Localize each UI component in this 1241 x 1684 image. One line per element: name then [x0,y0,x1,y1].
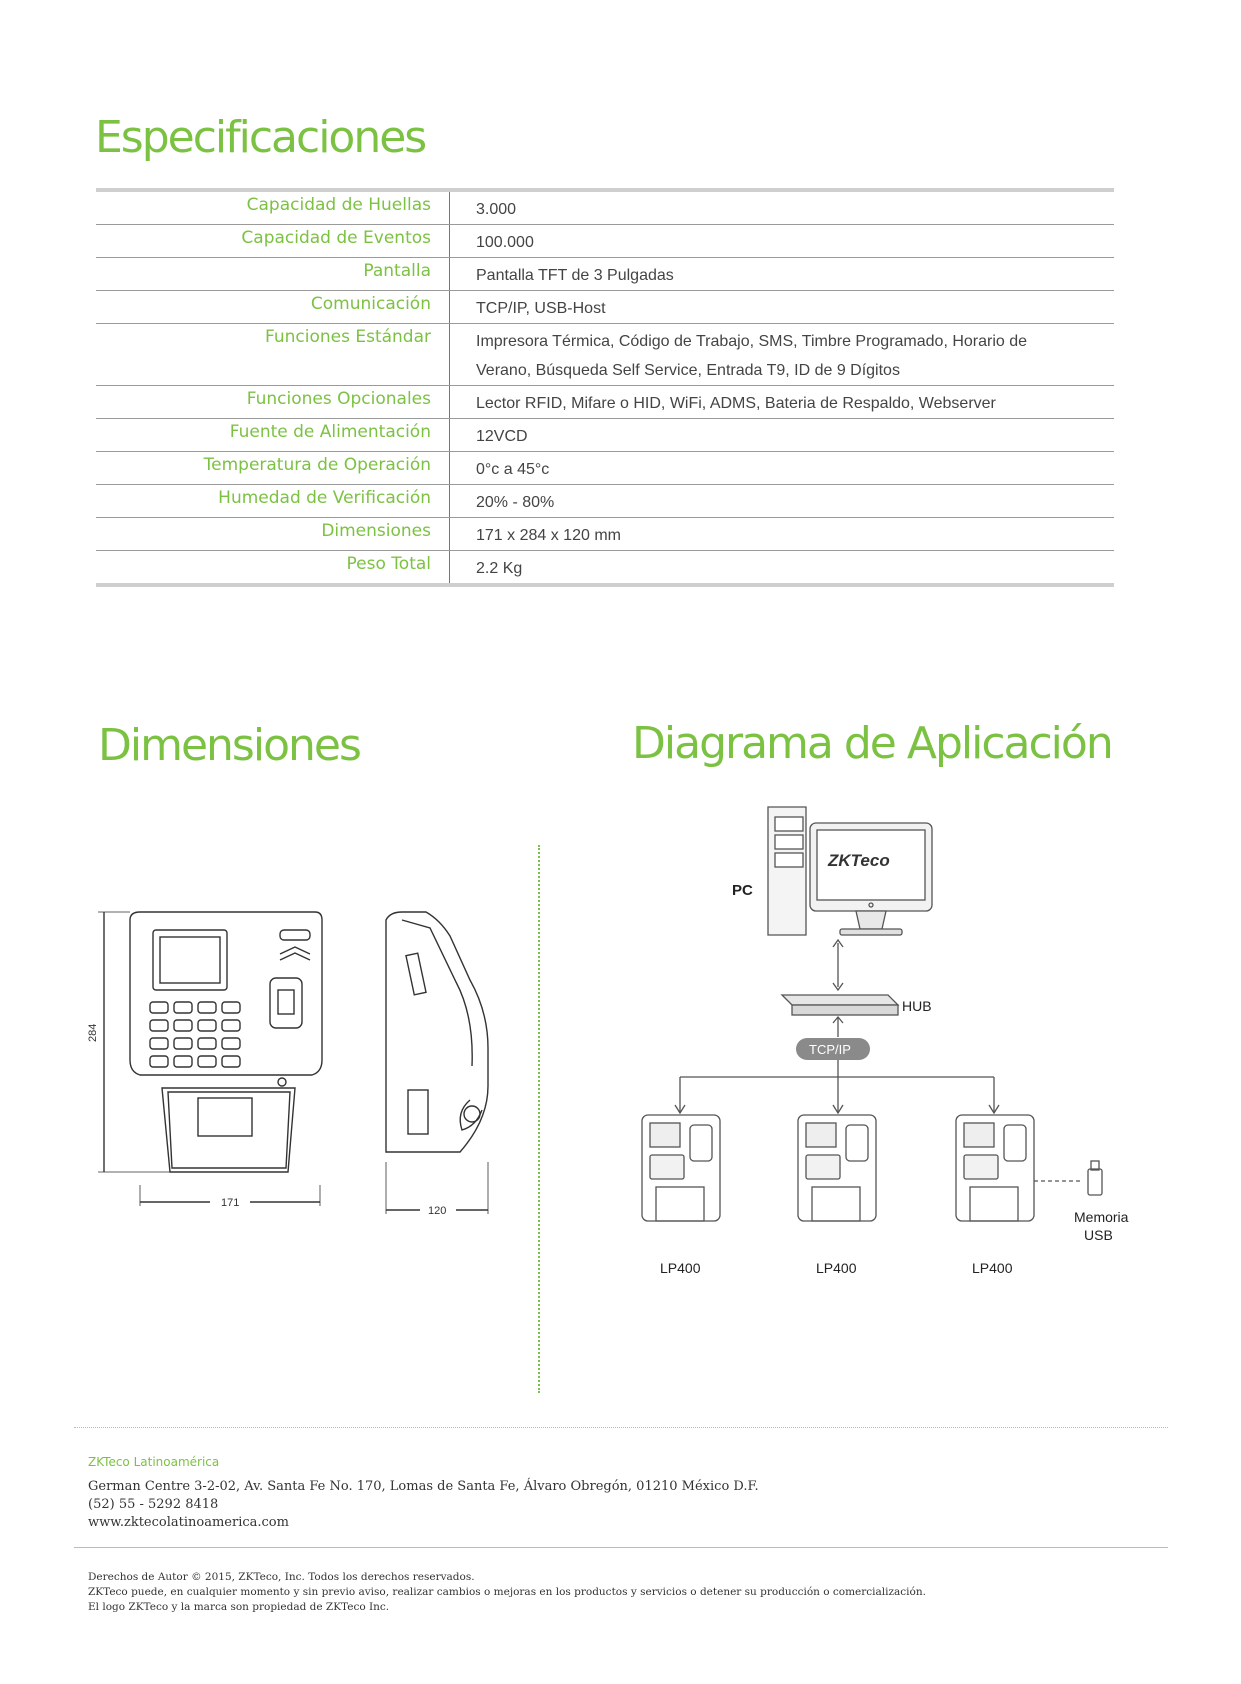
spec-label: Fuente de Alimentación [96,419,450,452]
table-row [96,258,1114,291]
spec-label: Humedad de Verificación [96,485,450,518]
device-label: LP400 [660,1260,701,1276]
section-divider [538,845,540,1393]
table-row [96,419,1114,452]
hub-label: HUB [902,998,932,1014]
spec-label: Capacidad de Eventos [96,225,450,258]
dimensions-title: Dimensiones [98,720,360,771]
spec-value: TCP/IP, USB-Host [450,291,1115,324]
specifications-title: Especificaciones [95,112,426,163]
spec-label: Peso Total [96,551,450,586]
spec-value: 12VCD [450,419,1115,452]
spec-label: Pantalla [96,258,450,291]
spec-value-line: Impresora Térmica, Código de Trabajo, SMS, Timbre Programado, Horario de [476,333,1028,350]
application-diagram [610,795,1130,1275]
table-row [96,485,1114,518]
side-view-outline [386,912,488,1152]
device-label: LP400 [816,1260,857,1276]
legal-notice [88,1570,926,1615]
spec-value: Lector RFID, Mifare o HID, WiFi, ADMS, Bateria de Respaldo, Webserver [450,386,1115,419]
front-printer [168,1092,290,1168]
width-label: 171 [221,1197,240,1209]
footer-divider [74,1547,1168,1548]
usb-label: USB [1084,1227,1113,1243]
spec-value: 20% - 80% [450,485,1115,518]
spec-value: 0°c a 45°c [450,452,1115,485]
spec-value [450,324,1115,386]
hub [782,995,898,1005]
front-fingerprint-sensor [270,978,302,1028]
legal-line: ZKTeco puede, en cualquier momento y sin previo aviso, realizar cambios o mejoras en los productos y servicios o detener su producción o comercialización. [88,1586,926,1598]
footer-company: ZKTeco Latinoamérica [88,1455,220,1469]
front-screen [153,930,227,990]
specifications-table [96,188,1114,587]
table-row [96,386,1114,419]
spec-value: 2.2 Kg [476,560,523,577]
front-view-outline [130,912,322,1075]
table-row [96,324,1114,386]
device-3 [956,1115,1034,1221]
dimensions-drawing [87,890,510,1250]
hub-front [792,1005,898,1015]
spec-label: Funciones Estándar [96,324,450,386]
depth-label: 120 [428,1205,447,1217]
spec-label: Funciones Opcionales [96,386,450,419]
device-2 [798,1115,876,1221]
table-row [96,518,1114,551]
table-row [96,225,1114,258]
spec-label: Temperatura de Operación [96,452,450,485]
table-row [96,190,1114,225]
spec-value: 171 x 284 x 120 mm [450,518,1115,551]
footer-phone: (52) 55 - 5292 8418 [88,1497,219,1512]
usb-label: Memoria [1074,1209,1129,1225]
usb-stick [1088,1169,1102,1195]
diagram-title: Diagrama de Aplicación [632,718,1112,769]
spec-value: 100.000 [450,225,1115,258]
table-row [96,452,1114,485]
device-label: LP400 [972,1260,1013,1276]
footer-website[interactable]: www.zktecolatinoamerica.com [88,1515,289,1530]
table-row [96,551,1114,586]
pc-label: PC [732,882,753,899]
spec-label: Dimensiones [96,518,450,551]
legal-line: Derechos de Autor © 2015, ZKTeco, Inc. Todos los derechos reservados. [88,1571,475,1583]
height-label: 284 [87,1023,99,1042]
footer-contact [88,1478,759,1532]
table-row [96,291,1114,324]
tcp-ip-label: TCP/IP [809,1042,851,1057]
spec-value-line: Verano, Búsqueda Self Service, Entrada T9, ID de 9 Dígitos [476,362,900,379]
logo-text: ZKTeco [828,851,890,870]
spec-label: Capacidad de Huellas [96,190,450,225]
spec-value: Pantalla TFT de 3 Pulgadas [450,258,1115,291]
spec-value: 3.000 [450,190,1115,225]
front-keypad [150,1002,240,1067]
footer-divider [74,1427,1168,1428]
device-1 [642,1115,720,1221]
spec-label: Comunicación [96,291,450,324]
footer-address: German Centre 3-2-02, Av. Santa Fe No. 170, Lomas de Santa Fe, Álvaro Obregón, 01210 México D.F. [88,1479,759,1494]
legal-line: El logo ZKTeco y la marca son propiedad de ZKTeco Inc. [88,1601,390,1613]
